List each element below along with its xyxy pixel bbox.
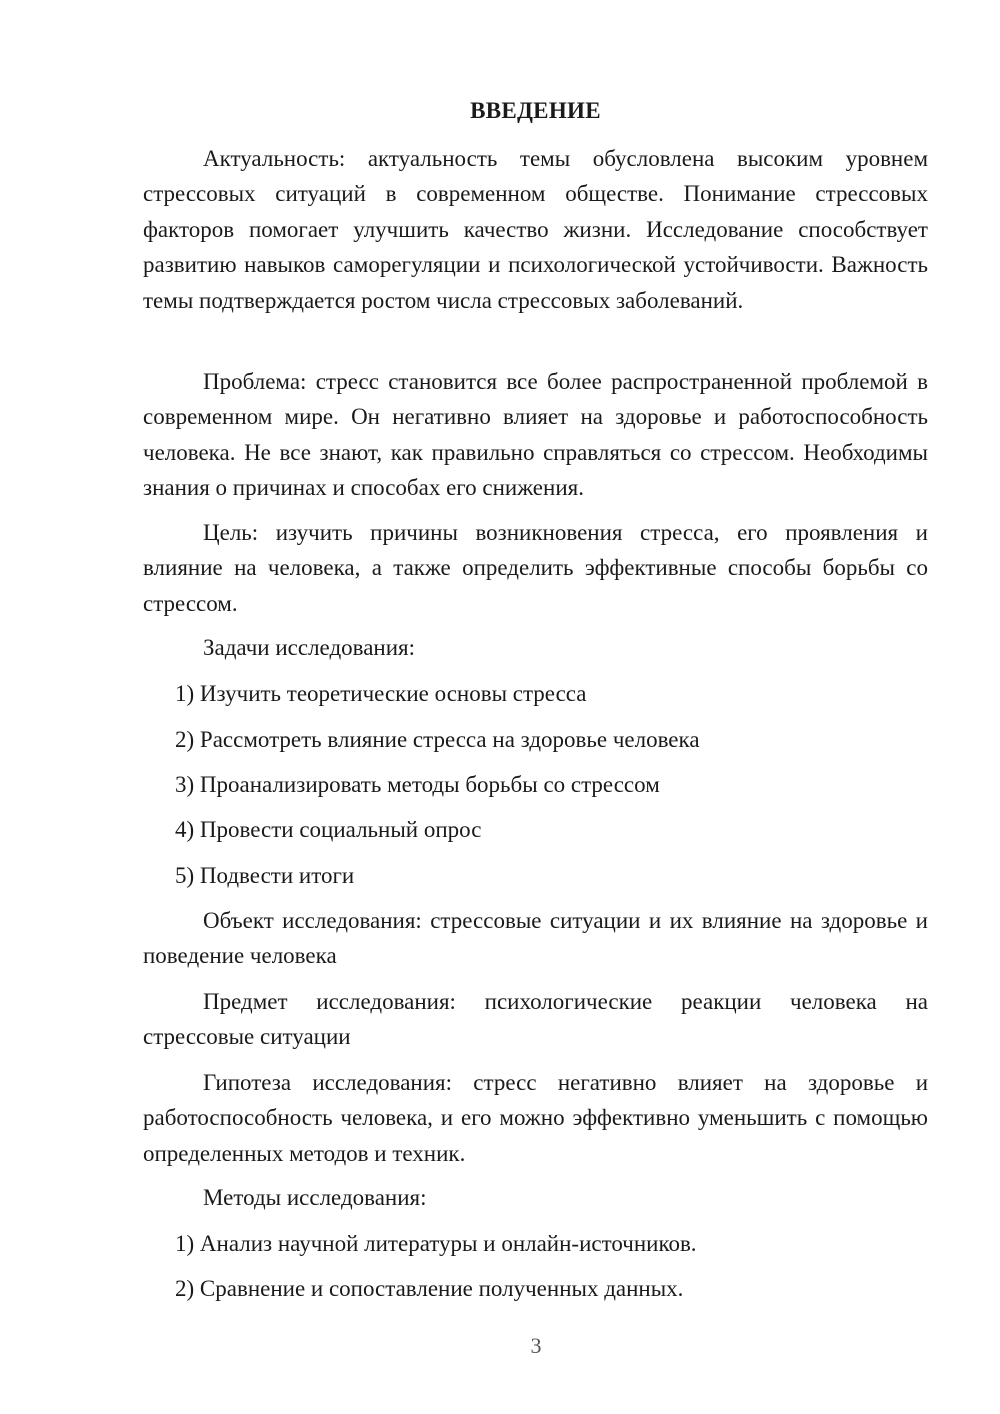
hypothesis-paragraph: Гипотеза исследования: стресс негативно влияет на здоровье и работоспособность человека, и его можно эффективно уменьшить с помощью определенных методов и техник.: [143, 1070, 928, 1166]
method-item: 1) Анализ научной литературы и онлайн-источников.: [175, 1231, 697, 1256]
task-item: 3) Проанализировать методы борьбы со стрессом: [175, 772, 660, 797]
tasks-heading: Задачи исследования:: [203, 635, 416, 660]
relevance-paragraph: Актуальность: актуальность темы обусловлена высоким уровнем стрессовых ситуаций в современном обществе. Понимание стрессовых факторов помогает улучшить качество жизни. Исследование способствует развитию навыков саморегуляции и психологической устойчивости. Важность темы подтверждается ростом числа стрессовых заболеваний.: [143, 146, 928, 313]
page-number: 3: [530, 1333, 542, 1358]
problem-paragraph: Проблема: стресс становится все более распространенной проблемой в современном мире. Он негативно влияет на здоровье и работоспособность человека. Не все знают, как правильно справляться со стрессом. Необходимы знания о причинах и способах его снижения.: [143, 369, 928, 501]
goal-paragraph: Цель: изучить причины возникновения стресса, его проявления и влияние на человека, а также определить эффективные способы борьбы со стрессом.: [143, 520, 928, 616]
task-item: 4) Провести социальный опрос: [175, 817, 482, 842]
object-paragraph: Объект исследования: стрессовые ситуации и их влияние на здоровье и поведение человека: [143, 908, 928, 969]
task-item: 2) Рассмотреть влияние стресса на здоровье человека: [175, 727, 700, 752]
task-item: 5) Подвести итоги: [175, 863, 355, 888]
method-item: 2) Сравнение и сопоставление полученных данных.: [175, 1276, 684, 1301]
methods-heading: Методы исследования:: [203, 1185, 427, 1210]
section-heading: ВВЕДЕНИЕ: [470, 98, 601, 123]
task-item: 1) Изучить теоретические основы стресса: [175, 681, 587, 706]
subject-paragraph: Предмет исследования: психологические реакции человека на стрессовые ситуации: [143, 989, 928, 1050]
